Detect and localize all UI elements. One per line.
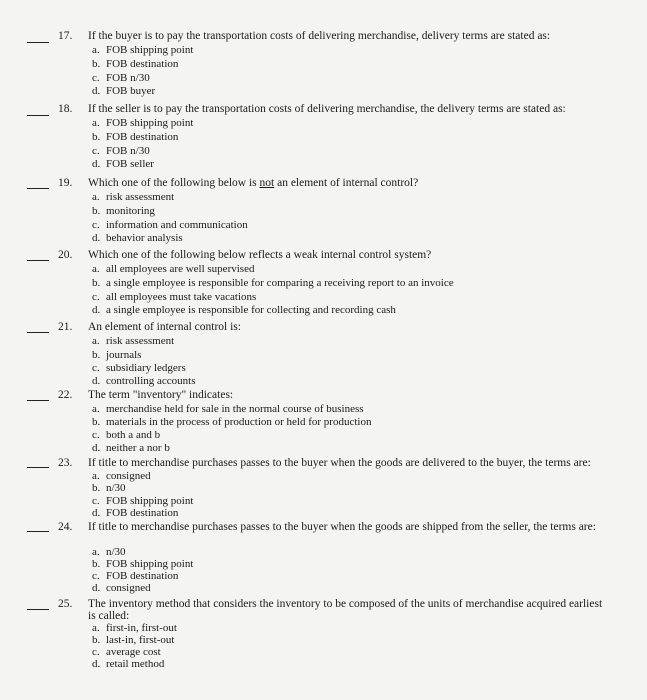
option-b: b. monitoring	[92, 205, 155, 217]
question-number: 19.	[58, 177, 73, 189]
answer-blank[interactable]	[27, 400, 49, 401]
answer-blank[interactable]	[27, 609, 49, 610]
question-text: If the seller is to pay the transportation costs of delivering merchandise, the delivery terms are stated as:	[88, 103, 566, 115]
answer-blank[interactable]	[27, 260, 49, 261]
question-text: The inventory method that considers the inventory to be composed of the units of merchandise acquired earliest is called:	[88, 598, 603, 622]
answer-blank[interactable]	[27, 531, 49, 532]
option-c: c. FOB shipping point	[92, 495, 194, 507]
option-c: c. average cost	[92, 646, 161, 658]
answer-blank[interactable]	[27, 467, 49, 468]
option-d: d. controlling accounts	[92, 375, 196, 387]
option-a: a. risk assessment	[92, 335, 175, 347]
option-b: b. a single employee is responsible for comparing a receiving report to an invoice	[92, 277, 454, 289]
answer-blank[interactable]	[27, 188, 49, 189]
option-d: d. consigned	[92, 582, 151, 594]
option-d: d. a single employee is responsible for collecting and recording cash	[92, 304, 396, 316]
question-text: If title to merchandise purchases passes to the buyer when the goods are shipped from the seller, the terms are:	[88, 521, 596, 533]
question-text: If title to merchandise purchases passes to the buyer when the goods are delivered to the buyer, the terms are:	[88, 457, 591, 469]
question-number: 17.	[58, 30, 73, 42]
option-d: d. retail method	[92, 658, 165, 670]
question-number: 22.	[58, 389, 73, 401]
answer-blank[interactable]	[27, 115, 49, 116]
question-number: 24.	[58, 521, 73, 533]
question-number: 23.	[58, 457, 73, 469]
option-c: c. FOB n/30	[92, 72, 150, 84]
option-a: a. merchandise held for sale in the normal course of business	[92, 403, 364, 415]
option-b: b. FOB destination	[92, 58, 179, 70]
answer-blank[interactable]	[27, 332, 49, 333]
question-text: If the buyer is to pay the transportation costs of delivering merchandise, delivery terms are stated as:	[88, 30, 551, 42]
question-number: 20.	[58, 249, 73, 261]
option-c: c. both a and b	[92, 429, 161, 441]
answer-blank[interactable]	[27, 42, 49, 43]
option-d: d. neither a nor b	[92, 442, 170, 454]
option-a: a. n/30	[92, 546, 126, 558]
option-d: d. FOB destination	[92, 507, 179, 519]
option-b: b. n/30	[92, 482, 126, 494]
option-c: c. subsidiary ledgers	[92, 362, 186, 374]
option-a: a. all employees are well supervised	[92, 263, 255, 275]
question-text: An element of internal control is:	[88, 321, 241, 333]
option-a: a. first-in, first-out	[92, 622, 177, 634]
option-d: d. FOB buyer	[92, 85, 156, 97]
question-text: Which one of the following below is not an element of internal control?	[88, 177, 419, 189]
option-c: c. all employees must take vacations	[92, 291, 257, 303]
option-b: b. journals	[92, 349, 142, 361]
option-b: b. materials in the process of production or held for production	[92, 416, 372, 428]
question-text: Which one of the following below reflects a weak internal control system?	[88, 249, 432, 261]
question-number: 21.	[58, 321, 73, 333]
option-d: d. FOB seller	[92, 158, 154, 170]
emphasis-not: not	[259, 177, 275, 189]
option-c: c. FOB destination	[92, 570, 179, 582]
option-a: a. FOB shipping point	[92, 44, 194, 56]
option-a: a. FOB shipping point	[92, 117, 194, 129]
option-d: d. behavior analysis	[92, 232, 183, 244]
option-b: b. last-in, first-out	[92, 634, 175, 646]
option-c: c. FOB n/30	[92, 145, 150, 157]
question-text: The term "inventory" indicates:	[88, 389, 234, 401]
question-number: 25.	[58, 598, 73, 610]
question-number: 18.	[58, 103, 73, 115]
option-a: a. consigned	[92, 470, 151, 482]
option-c: c. information and communication	[92, 219, 248, 231]
option-a: a. risk assessment	[92, 191, 175, 203]
option-b: b. FOB destination	[92, 131, 179, 143]
option-b: b. FOB shipping point	[92, 558, 194, 570]
